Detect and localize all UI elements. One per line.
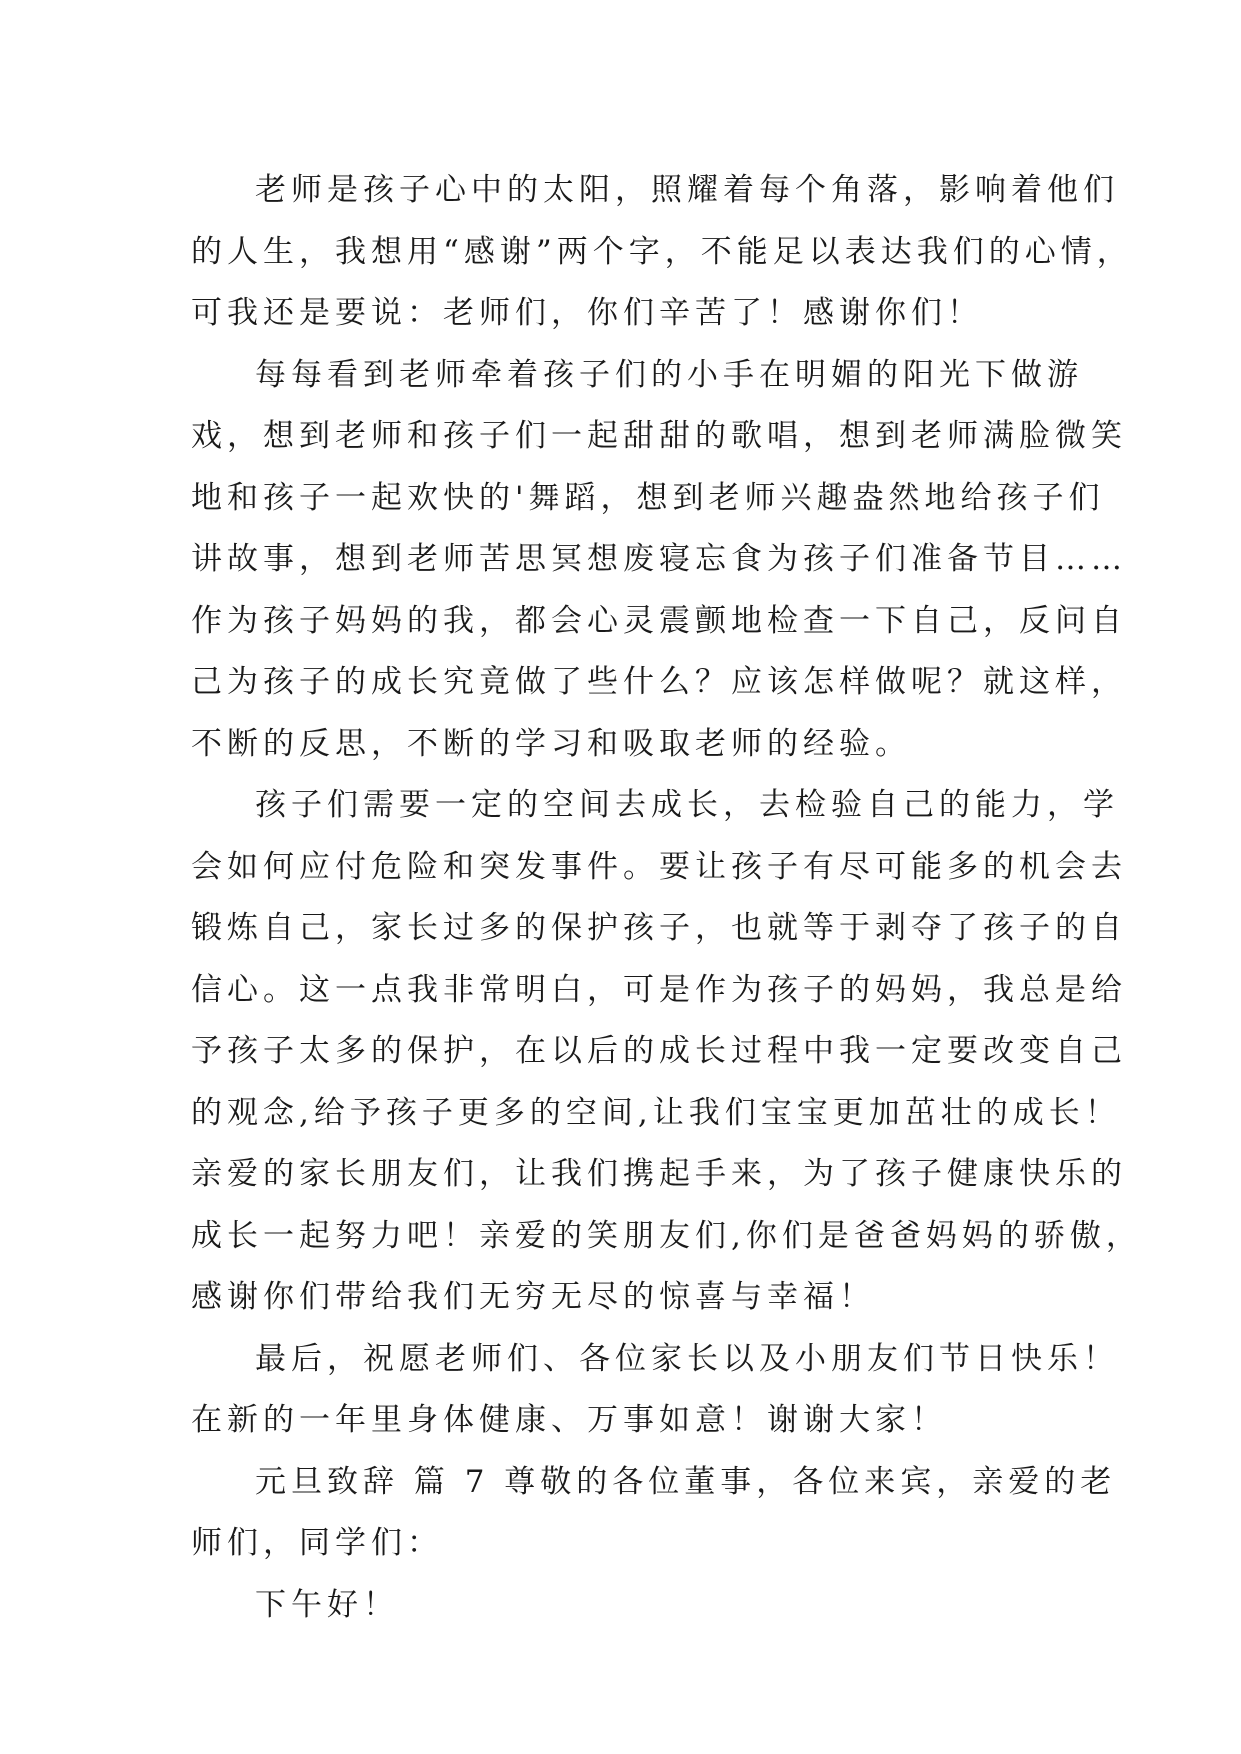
text-line: 每每看到老师牵着孩子们的小手在明媚的阳光下做游 [255, 356, 1083, 393]
text-line: 下午好！ [255, 1586, 399, 1623]
text-line: 孩子们需要一定的空间去成长，去检验自己的能力，学 [255, 787, 1119, 823]
text-line: 会如何应付危险和突发事件。要让孩子有尽可能多的机会去 [191, 848, 1127, 885]
text-line: 不断的反思，不断的学习和吸取老师的经验。 [191, 725, 911, 762]
text-line: 成长一起努力吧！亲爱的笑朋友们,你们是爸爸妈妈的骄傲， [191, 1217, 1142, 1254]
text-line: 地和孩子一起欢快的'舞蹈，想到老师兴趣盎然地给孩子们 [191, 479, 1105, 516]
text-line: 戏，想到老师和孩子们一起甜甜的歌唱，想到老师满脸微笑 [191, 418, 1127, 454]
document-body [191, 160, 1142, 1636]
text-line: 老师是孩子心中的太阳，照耀着每个角落，影响着他们 [255, 172, 1119, 208]
text-line: 己为孩子的成长究竟做了些什么？应该怎样做呢？就这样， [191, 664, 1127, 700]
text-line: 的人生，我想用“感谢”两个字，不能足以表达我们的心情， [191, 233, 1133, 270]
text-line: 在新的一年里身体健康、万事如意！谢谢大家！ [191, 1402, 947, 1438]
text-line: 元旦致辞 篇 7 尊敬的各位董事，各位来宾，亲爱的老 [255, 1463, 1117, 1500]
text-line: 作为孩子妈妈的我，都会心灵震颤地检查一下自己，反问自 [191, 602, 1127, 639]
text-line: 讲故事，想到老师苦思冥想废寝忘食为孩子们准备节目…… [191, 541, 1127, 577]
text-line: 可我还是要说：老师们，你们辛苦了！感谢你们！ [191, 295, 983, 331]
text-line: 亲爱的家长朋友们，让我们携起手来，为了孩子健康快乐的 [191, 1156, 1127, 1192]
text-line: 的观念,给予孩子更多的空间,让我们宝宝更加茁壮的成长！ [191, 1094, 1121, 1131]
text-line: 锻炼自己，家长过多的保护孩子，也就等于剥夺了孩子的自 [191, 910, 1127, 946]
text-line: 师们，同学们： [191, 1525, 443, 1561]
text-line: 感谢你们带给我们无穷无尽的惊喜与幸福！ [191, 1279, 875, 1315]
text-line: 最后，祝愿老师们、各位家长以及小朋友们节日快乐！ [255, 1340, 1119, 1377]
text-line: 信心。这一点我非常明白，可是作为孩子的妈妈，我总是给 [191, 971, 1127, 1008]
text-line: 予孩子太多的保护，在以后的成长过程中我一定要改变自己 [191, 1033, 1127, 1069]
